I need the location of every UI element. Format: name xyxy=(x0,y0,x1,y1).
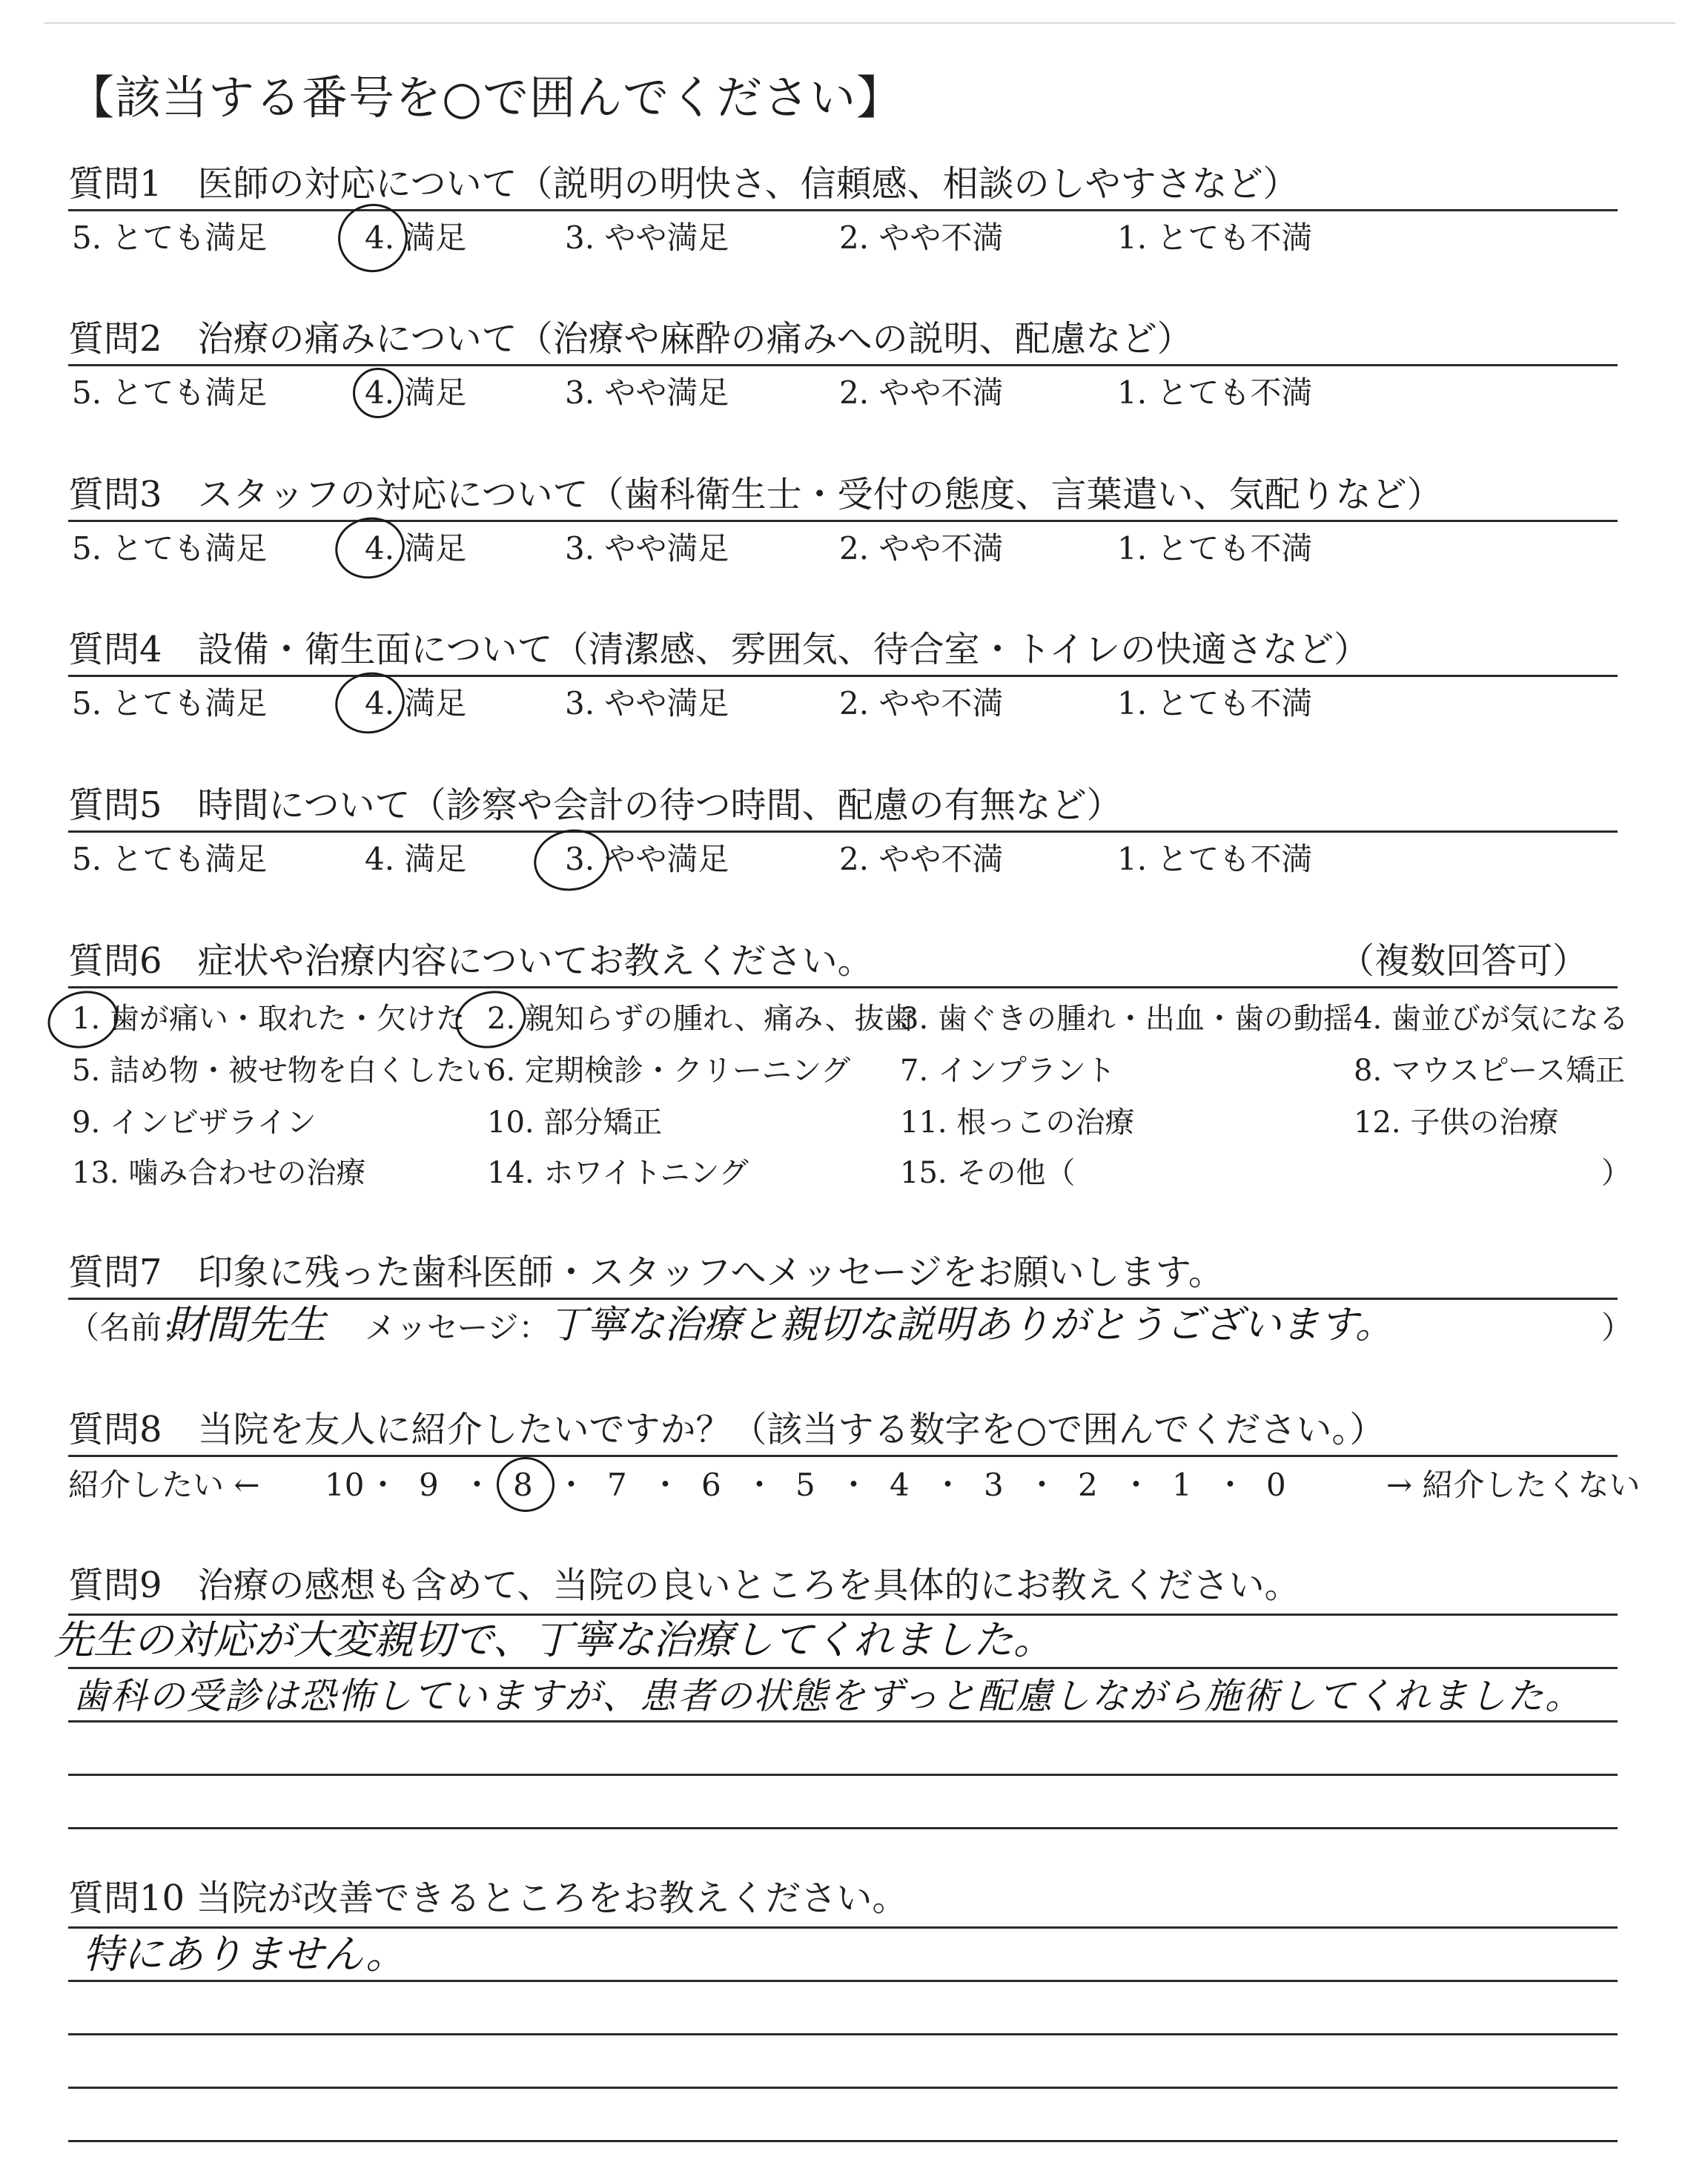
option-satisfied[interactable]: 4. 満足 xyxy=(365,219,467,256)
symptom-option[interactable]: 7. インプラント xyxy=(900,1054,1116,1088)
scale-separator: ・ xyxy=(1026,1467,1058,1503)
option-somewhat-satisfied[interactable]: 3. やや満足 xyxy=(565,841,729,877)
scale-number[interactable]: 8 xyxy=(513,1467,533,1503)
question-10-answer[interactable] xyxy=(68,1922,1618,2159)
selection-circle xyxy=(497,1457,555,1512)
answer-line xyxy=(68,2140,1618,2142)
question-4 xyxy=(68,627,1618,729)
question-6-note: （複数回答可） xyxy=(1338,940,1588,982)
handwritten-answer-line: 特にありません。 xyxy=(83,1931,406,1978)
symptom-option[interactable]: 8. マウスピース矯正 xyxy=(1354,1054,1626,1088)
answer-line xyxy=(68,2033,1618,2035)
question-6-options xyxy=(68,988,1631,1211)
selection-circle xyxy=(529,824,615,896)
page-title: 【該当する番号を○で囲んでください】 xyxy=(68,70,904,125)
scale-separator: ・ xyxy=(744,1467,775,1503)
scale-separator: ・ xyxy=(932,1467,964,1503)
question-2 xyxy=(68,317,1618,418)
symptom-option[interactable]: 13. 噛み合わせの治療 xyxy=(72,1156,366,1190)
option-satisfied[interactable]: 4. 満足 xyxy=(365,685,467,721)
answer-line xyxy=(68,2087,1618,2089)
question-4-options xyxy=(68,677,1618,729)
symptom-option[interactable]: 11. 根っこの治療 xyxy=(900,1106,1135,1140)
question-10-title: 質問10 当院が改善できるところをお教えください。 xyxy=(68,1877,908,1919)
answer-line xyxy=(68,1926,1618,1929)
question-5-options xyxy=(68,833,1618,885)
option-somewhat-satisfied[interactable]: 3. やや満足 xyxy=(565,685,729,721)
symptom-option[interactable]: 3. 歯ぐきの腫れ・出血・歯の動揺 xyxy=(900,1002,1353,1036)
option-somewhat-satisfied[interactable]: 3. やや満足 xyxy=(565,219,729,256)
option-satisfied[interactable]: 4. 満足 xyxy=(365,841,467,877)
scale-number[interactable]: 6 xyxy=(701,1467,721,1503)
option-somewhat-dissatisfied[interactable]: 2. やや不満 xyxy=(839,685,1004,721)
option-very-dissatisfied[interactable]: 1. とても不満 xyxy=(1117,530,1313,567)
question-6-title: 質問6 症状や治療内容についてお教えください。 xyxy=(68,940,873,982)
option-somewhat-dissatisfied[interactable]: 2. やや不満 xyxy=(839,219,1004,256)
answer-line xyxy=(68,1980,1618,1982)
name-value[interactable]: 財間先生 xyxy=(166,1301,326,1348)
scale-right-label: → 紹介したくない xyxy=(1386,1467,1641,1503)
symptom-option[interactable]: 6. 定期検診・クリーニング xyxy=(487,1054,851,1088)
scale-separator: ・ xyxy=(367,1467,399,1503)
question-6-title-row xyxy=(68,939,1618,985)
scale-left-label: 紹介したい ← xyxy=(68,1467,260,1503)
message-row xyxy=(68,1300,1633,1356)
question-4-title: 質問4 設備・衛生面について（清潔感、雰囲気、待合室・トイレの快適さなど） xyxy=(68,629,1370,670)
selection-circle xyxy=(329,195,417,282)
question-7-title: 質問7 印象に残った歯科医師・スタッフへメッセージをお願いします。 xyxy=(68,1252,1224,1293)
selection-circle xyxy=(330,666,411,740)
selection-circle xyxy=(42,984,125,1056)
question-5 xyxy=(68,783,1618,885)
top-divider xyxy=(44,22,1675,24)
symptom-option[interactable]: 2. 親知らずの腫れ、痛み、抜歯 xyxy=(487,1002,914,1036)
question-8 xyxy=(68,1407,1641,1510)
option-somewhat-satisfied[interactable]: 3. やや満足 xyxy=(565,530,729,567)
question-2-options xyxy=(68,366,1618,418)
option-somewhat-dissatisfied[interactable]: 2. やや不満 xyxy=(839,841,1004,877)
option-satisfied[interactable]: 4. 満足 xyxy=(365,374,467,411)
question-3 xyxy=(68,472,1618,574)
handwritten-answer-line: 歯科の受診は恐怖していますが、患者の状態をずっと配慮しながら施術してくれました。 xyxy=(73,1675,1583,1717)
question-3-options xyxy=(68,522,1618,574)
scale-separator: ・ xyxy=(838,1467,870,1503)
option-somewhat-dissatisfied[interactable]: 2. やや不満 xyxy=(839,530,1004,567)
symptom-option[interactable]: 1. 歯が痛い・取れた・欠けた xyxy=(72,1002,466,1036)
symptom-option[interactable]: 14. ホワイトニング xyxy=(487,1156,749,1190)
question-3-title: 質問3 スタッフの対応について（歯科衛生士・受付の態度、言葉遣い、気配りなど） xyxy=(68,474,1443,515)
scale-number[interactable]: 7 xyxy=(607,1467,627,1503)
question-9-title: 質問9 治療の感想も含めて、当院の良いところを具体的にお教えください。 xyxy=(68,1565,1300,1606)
symptom-option[interactable]: 10. 部分矯正 xyxy=(487,1106,663,1140)
symptom-option[interactable]: 15. その他（ xyxy=(900,1156,1076,1190)
symptom-other-close: ） xyxy=(1601,1156,1631,1190)
question-1 xyxy=(68,162,1618,263)
question-5-title: 質問5 時間について（診察や会計の待つ時間、配慮の有無など） xyxy=(68,785,1122,826)
question-9 xyxy=(53,1563,1618,1891)
option-very-dissatisfied[interactable]: 1. とても不満 xyxy=(1117,219,1313,256)
scale-separator: ・ xyxy=(649,1467,681,1503)
question-9-answer[interactable] xyxy=(53,1609,1618,1891)
answer-line xyxy=(68,1827,1618,1829)
option-very-dissatisfied[interactable]: 1. とても不満 xyxy=(1117,841,1313,877)
symptom-option[interactable]: 9. インビザライン xyxy=(72,1106,317,1140)
option-very-satisfied[interactable]: 5. とても満足 xyxy=(72,841,268,877)
option-satisfied[interactable]: 4. 満足 xyxy=(365,530,467,567)
scale-number[interactable]: 10 xyxy=(325,1467,365,1503)
handwritten-answer-line: 先生の対応が大変親切で、丁寧な治療してくれました。 xyxy=(53,1616,1053,1663)
question-2-title: 質問2 治療の痛みについて（治療や麻酔の痛みへの説明、配慮など） xyxy=(68,318,1193,360)
scale-number[interactable]: 1 xyxy=(1172,1467,1192,1503)
scale-number[interactable]: 2 xyxy=(1078,1467,1098,1503)
recommend-scale xyxy=(68,1457,1641,1510)
question-6 xyxy=(68,939,1631,1211)
answer-line xyxy=(68,1720,1618,1723)
question-8-title: 質問8 当院を友人に紹介したいですか？（該当する数字を○で囲んでください。） xyxy=(68,1409,1386,1450)
option-very-satisfied[interactable]: 5. とても満足 xyxy=(72,374,268,411)
question-1-title: 質問1 医師の対応について（説明の明快さ、信頼感、相談のしやすさなど） xyxy=(68,163,1299,205)
scale-number[interactable]: 5 xyxy=(795,1467,815,1503)
option-somewhat-dissatisfied[interactable]: 2. やや不満 xyxy=(839,374,1004,411)
answer-line xyxy=(68,1614,1618,1616)
name-label: （名前： xyxy=(68,1309,193,1346)
option-very-dissatisfied[interactable]: 1. とても不満 xyxy=(1117,374,1313,411)
symptom-option[interactable]: 5. 詰め物・被せ物を白くしたい xyxy=(72,1054,495,1088)
scale-separator: ・ xyxy=(1214,1467,1246,1503)
option-very-satisfied[interactable]: 5. とても満足 xyxy=(72,685,268,721)
symptom-option[interactable]: 4. 歯並びが気になる xyxy=(1354,1002,1629,1036)
selection-circle xyxy=(449,984,532,1056)
option-very-dissatisfied[interactable]: 1. とても不満 xyxy=(1117,685,1313,721)
scale-number[interactable]: 4 xyxy=(890,1467,910,1503)
answer-line xyxy=(68,1774,1618,1776)
question-7 xyxy=(68,1250,1633,1356)
option-very-satisfied[interactable]: 5. とても満足 xyxy=(72,530,268,567)
selection-circle xyxy=(330,511,411,585)
option-somewhat-satisfied[interactable]: 3. やや満足 xyxy=(565,374,729,411)
question-1-options xyxy=(68,211,1618,263)
scale-number[interactable]: 3 xyxy=(984,1467,1004,1503)
message-label: メッセージ： xyxy=(365,1309,550,1346)
scale-separator: ・ xyxy=(555,1467,587,1503)
scale-number[interactable]: 9 xyxy=(419,1467,439,1503)
answer-line xyxy=(68,1667,1618,1669)
message-value[interactable]: 丁寧な治療と親切な説明ありがとうございます。 xyxy=(549,1303,1394,1347)
selection-circle xyxy=(353,368,403,418)
option-very-satisfied[interactable]: 5. とても満足 xyxy=(72,219,268,256)
scale-separator: ・ xyxy=(1120,1467,1152,1503)
scale-separator: ・ xyxy=(461,1467,493,1503)
message-close: ） xyxy=(1601,1309,1633,1346)
scale-number[interactable]: 0 xyxy=(1266,1467,1286,1503)
question-10 xyxy=(68,1876,1618,2159)
symptom-option[interactable]: 12. 子供の治療 xyxy=(1354,1106,1559,1140)
